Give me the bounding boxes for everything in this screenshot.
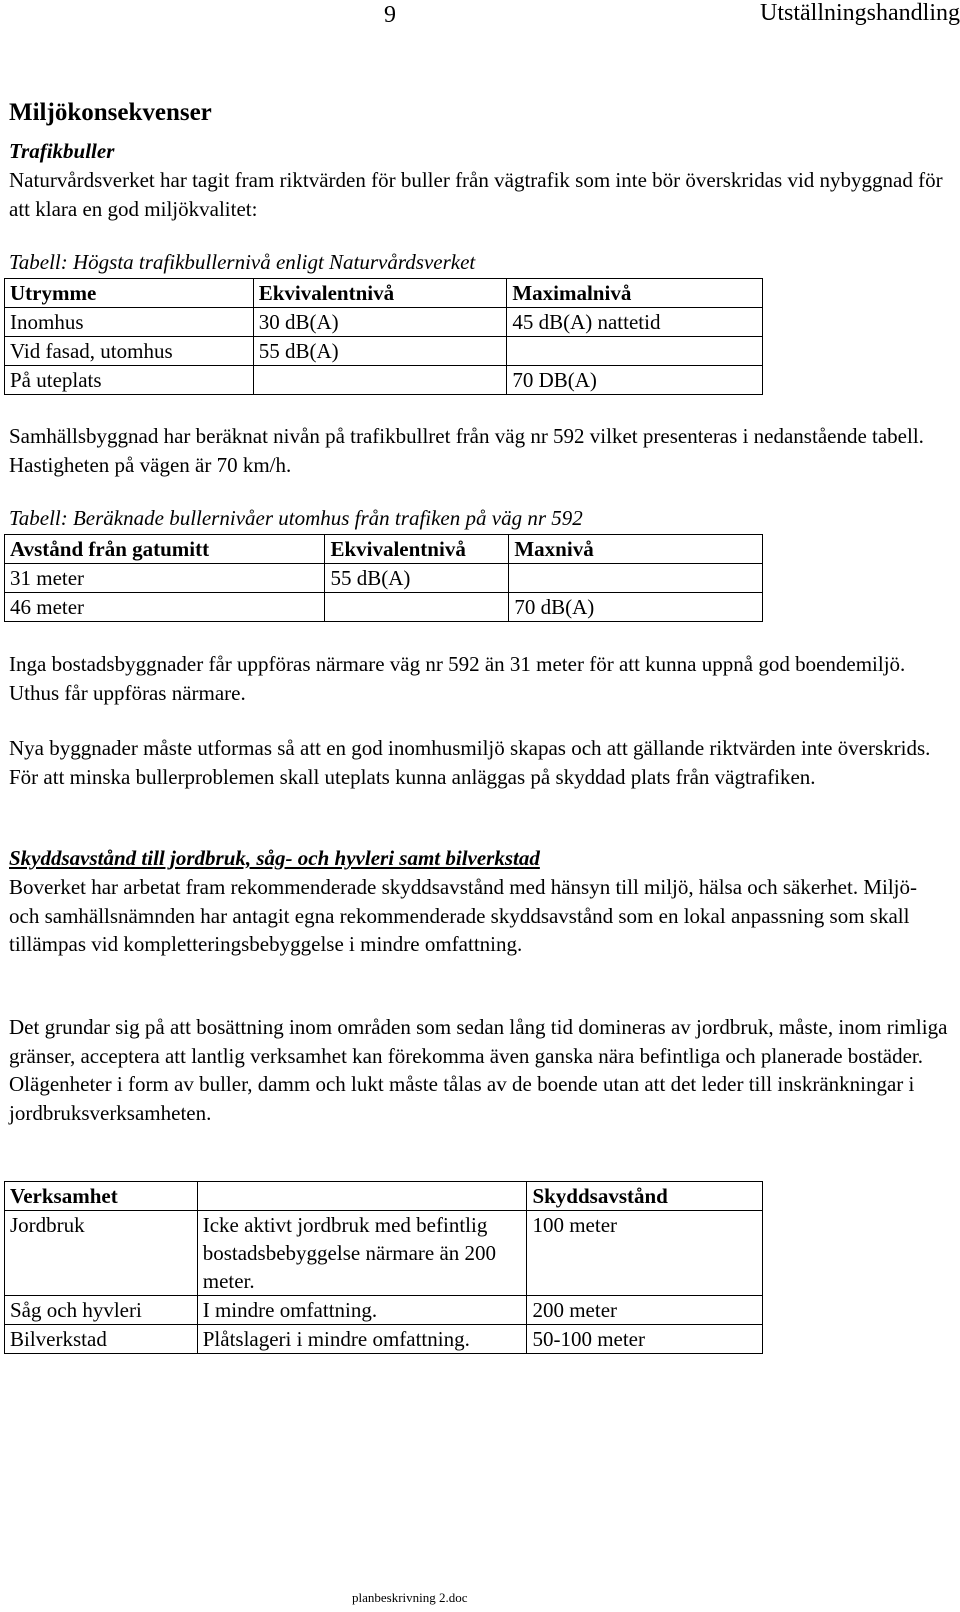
table-row — [5, 366, 763, 395]
table-cell: Inomhus — [5, 308, 254, 337]
document-status: Utställningshandling — [760, 0, 960, 26]
table-cell — [507, 337, 763, 366]
table1-caption: Tabell: Högsta trafikbullernivå enligt Naturvårdsverket — [9, 250, 476, 274]
table-cell: 70 dB(A) — [509, 593, 763, 622]
table-cell: 31 meter — [5, 564, 325, 593]
building-restriction-paragraph: Inga bostadsbyggnader får uppföras närmare väg nr 592 än 31 meter för att kunna uppnå god boendemiljö. Uthus får uppföras närmare. — [9, 652, 906, 705]
table-cell: 55 dB(A) — [253, 337, 507, 366]
table-cell: 55 dB(A) — [325, 564, 509, 593]
table-cell: 200 meter — [527, 1296, 763, 1325]
traffic-noise-limits-table — [4, 278, 763, 395]
table-cell — [509, 564, 763, 593]
table-row — [5, 308, 763, 337]
boverket-paragraph: Boverket har arbetat fram rekommenderade skyddsavstånd med hänsyn till miljö, hälsa och säkerhet. Miljö- och samhällsnämnden har antagit egna rekommenderade skyddsavstånd som en lokal anpassning som skall tillämpas vid kompletteringsbebyggelse i mindre omfattning. — [9, 875, 917, 956]
table-row — [5, 564, 763, 593]
table-cell — [253, 366, 507, 395]
table-header-cell: Maximalnivå — [507, 279, 763, 308]
table-cell: 46 meter — [5, 593, 325, 622]
table-cell: På uteplats — [5, 366, 254, 395]
table2-caption: Tabell: Beräknade bullernivåer utomhus från trafiken på väg nr 592 — [9, 506, 583, 530]
table-cell — [325, 593, 509, 622]
section-heading: Miljökonsekvenser — [9, 99, 212, 126]
table-row — [5, 1211, 763, 1296]
page-number: 9 — [384, 2, 396, 28]
table-cell: 30 dB(A) — [253, 308, 507, 337]
table-header-row — [5, 279, 763, 308]
distance-subheading: Skyddsavstånd till jordbruk, såg- och hyvleri samt bilverkstad — [9, 846, 540, 870]
table-header-cell: Verksamhet — [5, 1182, 198, 1211]
new-buildings-paragraph: Nya byggnader måste utformas så att en god inomhusmiljö skapas och att gällande riktvärden inte överskrids. För att minska bullerproblemen skall uteplats kunna anläggas på skyddad plats från vägtrafiken. — [9, 736, 931, 789]
table-header-row — [5, 1182, 763, 1211]
table-row — [5, 337, 763, 366]
table-row — [5, 593, 763, 622]
table-header-cell: Utrymme — [5, 279, 254, 308]
table-cell: Vid fasad, utomhus — [5, 337, 254, 366]
table-header-cell: Ekvivalentnivå — [325, 535, 509, 564]
table-cell: 70 DB(A) — [507, 366, 763, 395]
table-cell: Plåtslageri i mindre omfattning. — [197, 1325, 527, 1354]
table-header-cell: Avstånd från gatumitt — [5, 535, 325, 564]
table-cell: Bilverkstad — [5, 1325, 198, 1354]
table-header-cell: Maxnivå — [509, 535, 763, 564]
table-cell: Icke aktivt jordbruk med befintlig bostadsbebyggelse närmare än 200 meter. — [197, 1211, 527, 1296]
table-cell: Såg och hyvleri — [5, 1296, 198, 1325]
traffic-subheading: Trafikbuller — [9, 139, 115, 163]
table-header-cell: Ekvivalentnivå — [253, 279, 507, 308]
calculated-noise-table — [4, 534, 763, 622]
table-row — [5, 1325, 763, 1354]
table-cell: 45 dB(A) nattetid — [507, 308, 763, 337]
table-header-row — [5, 535, 763, 564]
table-header-cell — [197, 1182, 527, 1211]
table-cell: 50-100 meter — [527, 1325, 763, 1354]
footer-filename: planbeskrivning 2.doc — [352, 1590, 468, 1605]
traffic-intro-paragraph: Naturvårdsverket har tagit fram riktvärden för buller från vägtrafik som inte bör överskridas vid nybyggnad för att klara en god miljökvalitet: — [9, 168, 943, 221]
table-header-cell: Skyddsavstånd — [527, 1182, 763, 1211]
protection-distance-table — [4, 1181, 763, 1354]
table-cell: Jordbruk — [5, 1211, 198, 1296]
calculation-paragraph: Samhällsbyggnad har beräknat nivån på trafikbullret från väg nr 592 vilket presenteras i nedanstående tabell. Hastigheten på vägen är 70 km/h. — [9, 424, 924, 477]
table-row — [5, 1296, 763, 1325]
table-cell: I mindre omfattning. — [197, 1296, 527, 1325]
table-cell: 100 meter — [527, 1211, 763, 1296]
agriculture-paragraph: Det grundar sig på att bosättning inom områden som sedan lång tid domineras av jordbruk, måste, inom rimliga gränser, acceptera att lantlig verksamhet kan förekomma även ganska nära befintliga och planerade bostäder. Olägenheter i form av buller, damm och lukt måste tålas av de boende utan att det leder till inskränkningar i jordbruksverksamheten. — [9, 1015, 948, 1125]
